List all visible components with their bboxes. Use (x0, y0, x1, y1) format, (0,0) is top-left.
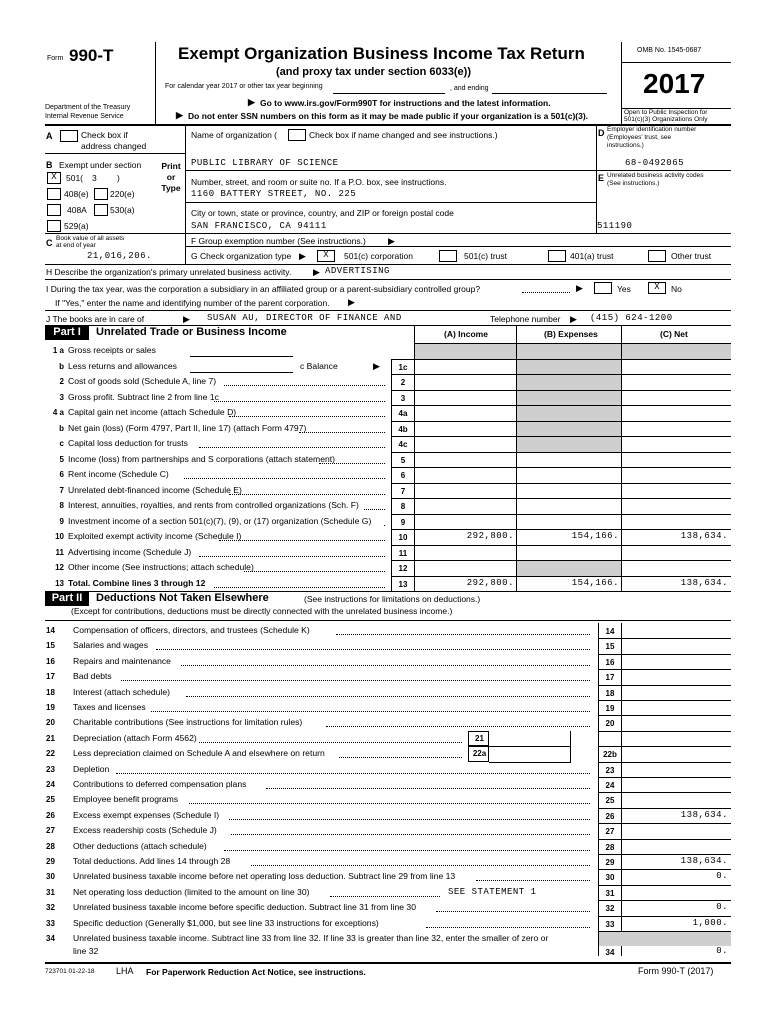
form-header (0, 0, 770, 125)
p1-line-number: c (59, 439, 64, 448)
p2-box-label: 27 (605, 827, 615, 837)
p2-line-number: 18 (46, 687, 55, 697)
ssn-arrow-icon: ▶ (176, 110, 183, 120)
p2-box-label: 24 (605, 781, 615, 790)
p2-line-number: 33 (46, 918, 55, 928)
p2-amount-value: 0. (716, 902, 728, 913)
p1-box-label: 2 (400, 378, 406, 387)
shaded-cell (599, 932, 731, 946)
p2-box-label: 28 (605, 842, 615, 852)
ein-value: 68-0492065 (625, 158, 685, 168)
p2-line-note: SEE STATEMENT 1 (448, 886, 537, 897)
checkbox-530a[interactable] (94, 204, 108, 216)
p2-amount-value: 0. (716, 946, 728, 956)
p2-line-number: 26 (46, 810, 55, 820)
shaded-cell (517, 422, 621, 437)
dept-treasury: Department of the Treasury (45, 104, 131, 111)
shaded-cell (517, 375, 621, 390)
checkbox-401a-trust[interactable] (548, 250, 566, 262)
checkbox-other-trust[interactable] (648, 250, 666, 262)
p1-line-label: Cost of goods sold (Schedule A, line 7) (68, 376, 217, 386)
p2-line-number: 31 (46, 887, 55, 897)
address-changed-text1: Check box if (81, 130, 128, 140)
city-value: SAN FRANCISCO, CA 94111 (191, 221, 327, 231)
p2-box-label: 25 (605, 796, 615, 806)
shaded-cell (622, 344, 731, 359)
label-no: No (671, 284, 682, 294)
name-changed-text: Check box if name changed and see instructions.) (309, 130, 498, 140)
print-word: Print (161, 161, 181, 171)
p2-line-number: 19 (46, 703, 55, 712)
p1-income-value: 292,800. (466, 577, 514, 588)
p1-box-label: 4c (398, 440, 408, 449)
label-408e: 408(e) (64, 189, 89, 199)
group-exemption-label: F Group exemption number (See instructions.) (191, 236, 366, 246)
line-i-text2: If "Yes," enter the name and identifying number of the parent corporation. (55, 298, 330, 308)
open-public-1: Open to Public Inspection for (624, 109, 708, 116)
checkbox-529a[interactable] (47, 220, 61, 232)
p2-line-label: Less depreciation claimed on Schedule A and elsewhere on return (73, 748, 325, 759)
part-2-subtitle: (Except for contributions, deductions must be directly connected with the unrelated business income.) (71, 606, 453, 616)
p2-line-label: Depletion (73, 763, 110, 774)
g-arrow-icon: ▶ (299, 251, 306, 261)
p1-line-number: 5 (59, 454, 64, 464)
p2-box-label: 32 (605, 904, 615, 914)
phone-arrow-icon: ▶ (570, 314, 577, 324)
p2-line-number: 25 (46, 795, 55, 805)
f-arrow-icon: ▶ (388, 236, 395, 246)
form-title: Exempt Organization Business Income Tax Return (178, 44, 585, 63)
p1-box-label: 6 (400, 471, 406, 480)
open-public-2: 501(c)(3) Organizations Only (624, 116, 708, 123)
exempt-under-section: Exempt under section (59, 160, 142, 170)
p2-line-number: 16 (46, 656, 55, 666)
label-other-trust: Other trust (671, 251, 712, 261)
label-501c-close: ) (117, 173, 120, 183)
part-1-badge: Part I (45, 326, 89, 340)
telephone-value: (415) 624-1200 (590, 313, 673, 323)
p1-line-number: 11 (55, 547, 64, 557)
street-label: Number, street, and room or suite no. If a P.O. box, see instructions. (191, 177, 447, 187)
line-e-label: E (598, 173, 605, 183)
p2-inner-box-label: 22a (472, 749, 487, 759)
p1-box-label: 11 (398, 548, 408, 558)
ein-label2: (Employees' trust, see (607, 134, 672, 141)
p1-line-label: Income (loss) from partnerships and S corporations (attach statement) (68, 453, 335, 464)
goto-arrow-icon: ▶ (248, 97, 255, 107)
balance-arrow-icon: ▶ (373, 360, 380, 371)
label-529a: 529(a) (64, 221, 89, 231)
p1-line-number: 4 a (52, 408, 64, 417)
line-j-text: J The books are in care of (46, 314, 145, 324)
p2-box-label: 23 (605, 765, 615, 775)
label-401a-trust: 401(a) trust (570, 251, 614, 261)
p2-line-label: Charitable contributions (See instructions for limitation rules) (73, 717, 303, 728)
j-arrow-icon: ▶ (183, 314, 190, 324)
p2-line-number: 21 (46, 733, 55, 743)
goto-instructions: Go to www.irs.gov/Form990T for instructions and the latest information. (260, 98, 551, 108)
shaded-cell (517, 344, 621, 359)
p1-line-number: b (59, 361, 64, 371)
p1-line-label: Less returns and allowances (68, 360, 177, 371)
p2-line-number: 29 (46, 857, 55, 866)
p2-line-label: Interest (attach schedule) (73, 686, 170, 697)
form-subtitle: (and proxy tax under section 6033(e)) (276, 66, 471, 78)
irs-label: Internal Revenue Service (45, 113, 124, 120)
value-501c-num: 3 (92, 173, 97, 183)
i2-arrow-icon: ▶ (348, 297, 355, 307)
p2-line-number: 22 (46, 749, 55, 759)
city-label: City or town, state or province, country, and ZIP or foreign postal code (191, 208, 454, 218)
checkbox-220e[interactable] (94, 188, 108, 200)
p1-net-value: 138,634. (680, 577, 728, 588)
p2-line-number: 30 (46, 872, 55, 882)
part-1-title: Unrelated Trade or Business Income (96, 326, 287, 338)
col-c-header: (C) Net (660, 329, 688, 339)
book-value-text1: Book value of all assets (56, 235, 125, 242)
p1-line-label: Total. Combine lines 3 through 12 (68, 577, 206, 588)
p1-line-number: 13 (55, 578, 64, 588)
shaded-cell (517, 561, 621, 576)
p1-line-number: 12 (55, 563, 64, 572)
p1-line-label: Rent income (Schedule C) (68, 469, 169, 479)
footer-code: 723701 01-22-18 (45, 968, 95, 975)
line-i-text: I During the tax year, was the corporation a subsidiary in an affiliated group or a parent-subsidiary controlled group? (46, 284, 481, 294)
p2-box-label: 17 (605, 673, 615, 683)
p2-line-label: Other deductions (attach schedule) (73, 840, 207, 851)
activity-codes-label2: (See instructions.) (607, 180, 660, 187)
p1-line-label: Interest, annuities, royalties, and rents from controlled organizations (Sch. F) (68, 500, 359, 510)
p2-box-label: 26 (605, 811, 615, 821)
balance-label: c Balance (300, 360, 338, 371)
street-value: 1160 BATTERY STREET, NO. 225 (191, 189, 357, 199)
p2-box-label: 33 (605, 919, 615, 929)
p2-line-number: 23 (46, 764, 55, 774)
p2-box-label: 29 (605, 858, 615, 867)
type-word: Type (161, 183, 181, 193)
p1-line-label: Gross profit. Subtract line 2 from line 1c (68, 391, 219, 402)
p2-line-number: 17 (46, 672, 55, 682)
p2-line-label: Specific deduction (Generally $1,000, but see line 33 instructions for exceptions) (73, 917, 379, 928)
shaded-cell (517, 437, 621, 452)
p1-line-label: Gross receipts or sales (68, 345, 156, 355)
part-2-title-note: (See instructions for limitations on deductions.) (304, 594, 481, 604)
p1-line-number: 10 (55, 532, 64, 541)
p1-box-label: 9 (400, 517, 406, 527)
checkbox-subsidiary-no[interactable]: X (648, 282, 666, 294)
checkbox-subsidiary-yes[interactable] (594, 282, 612, 294)
label-220e: 220(e) (110, 189, 135, 199)
label-501c-corp: 501(c) corporation (344, 251, 413, 261)
p1-box-label: 4a (398, 409, 408, 418)
p2-box-label: 34 (605, 948, 615, 957)
p2-line-label: Unrelated business taxable income before net operating loss deduction. Subtract line 29 from line 13 (73, 871, 456, 882)
p2-line-label: Net operating loss deduction (limited to the amount on line 30) (73, 886, 310, 897)
i-arrow-icon: ▶ (576, 283, 583, 293)
form-number: 990-T (69, 46, 114, 65)
p2-line-number: 32 (46, 903, 55, 913)
p2-box-label: 22b (603, 750, 617, 760)
footer-notice: For Paperwork Reduction Act Notice, see instructions. (146, 967, 366, 977)
p1-line-number: 1 a (52, 346, 64, 355)
ssn-warning: Do not enter SSN numbers on this form as it may be made public if your organization is a 501(c)(3). (188, 111, 589, 121)
p2-amount-value: 138,634. (680, 856, 728, 866)
p1-income-value: 292,800. (466, 531, 514, 541)
line-b-label: B (46, 160, 53, 170)
p2-box-label: 16 (605, 657, 615, 667)
p1-line-label: Unrelated debt-financed income (Schedule E) (68, 484, 242, 495)
p1-box-label: 13 (398, 579, 408, 589)
p1-line-label: Net gain (loss) (Form 4797, Part II, line 17) (attach Form 4797) (68, 422, 307, 433)
p2-box-label: 18 (605, 688, 615, 698)
p2-line-number: 14 (46, 626, 55, 635)
p1-net-value: 138,634. (680, 531, 728, 541)
check-org-type-label: G Check organization type (191, 251, 292, 261)
p1-line-number: 9 (59, 516, 64, 526)
line-j-value: SUSAN AU, DIRECTOR OF FINANCE AND (207, 313, 402, 323)
p2-line-label: Taxes and licenses (73, 702, 146, 712)
checkbox-501c-corp[interactable]: X (317, 250, 335, 262)
shaded-cell (517, 360, 621, 375)
p1-line-number: 3 (59, 392, 64, 402)
p2-box-label: 20 (605, 719, 615, 729)
org-name-value: PUBLIC LIBRARY OF SCIENCE (191, 158, 339, 168)
line-h-text: H Describe the organization's primary unrelated business activity. (46, 267, 292, 277)
p1-box-label: 12 (398, 564, 408, 573)
tax-year: 2017 (643, 68, 706, 99)
p2-line-label: Depreciation (attach Form 4562) (73, 732, 197, 743)
shaded-cell (517, 391, 621, 406)
p2-line-label: Compensation of officers, directors, and trustees (Schedule K) (73, 625, 310, 635)
org-name-label: Name of organization ( (191, 130, 277, 140)
p2-line-label-cont: line 32 (73, 946, 99, 956)
p2-line-label: Bad debts (73, 671, 112, 682)
h-arrow-icon: ▶ (313, 267, 320, 277)
checkbox-408e[interactable] (47, 188, 61, 200)
footer-lha: LHA (116, 966, 134, 976)
label-501c: 501( (66, 173, 84, 183)
p2-line-number: 28 (46, 841, 55, 851)
p1-box-label: 3 (400, 393, 406, 403)
p1-line-label: Capital gain net income (attach Schedule D) (68, 407, 237, 417)
p1-line-label: Capital loss deduction for trusts (68, 438, 188, 448)
p2-line-label: Unrelated business taxable income. Subtract line 33 from line 32. If line 33 is greater than line 32, enter the smaller of zero or (73, 933, 549, 943)
col-b-header: (B) Expenses (544, 329, 598, 339)
form-word: Form (47, 55, 64, 62)
p2-line-number: 15 (46, 641, 55, 651)
footer-form-ref: Form 990-T (2017) (638, 966, 714, 976)
p2-line-label: Repairs and maintenance (73, 655, 171, 666)
part-2-badge: Part II (45, 592, 89, 606)
p2-line-number: 24 (46, 780, 55, 789)
line-d-label: D (598, 128, 605, 138)
name-changed-checkbox[interactable] (288, 129, 306, 141)
p2-line-label: Contributions to deferred compensation plans (73, 779, 247, 789)
line-h-value: ADVERTISING (325, 266, 390, 276)
p1-box-label: 5 (400, 455, 406, 465)
p1-line-number: 6 (59, 470, 64, 479)
p2-box-label: 15 (605, 642, 615, 652)
omb-number: OMB No. 1545-0687 (637, 47, 702, 54)
p1-line-number: 7 (59, 485, 64, 495)
p2-line-label: Total deductions. Add lines 14 through 28 (73, 856, 231, 866)
telephone-label: Telephone number (490, 314, 561, 324)
p1-line-number: 2 (59, 377, 64, 386)
p2-amount-value: 138,634. (680, 809, 728, 820)
activity-codes-label1: Unrelated business activity codes (607, 172, 704, 179)
or-word: or (166, 172, 176, 182)
p1-box-label: 10 (398, 533, 408, 542)
label-408a: 408A (67, 205, 87, 215)
p1-box-label: 8 (400, 502, 406, 511)
line-a-label: A (46, 131, 53, 141)
checkbox-501c-trust[interactable] (439, 250, 457, 262)
shaded-cell (517, 406, 621, 421)
p1-expense-value: 154,166. (571, 577, 619, 588)
p2-line-label: Employee benefit programs (73, 794, 179, 805)
p2-box-label: 31 (605, 888, 615, 898)
p2-line-label: Excess exempt expenses (Schedule I) (73, 809, 220, 820)
line-c-label: C (46, 238, 53, 248)
book-value-text2: at end of year (56, 242, 96, 249)
label-530a: 530(a) (110, 205, 135, 215)
p2-line-number: 20 (46, 718, 55, 728)
calendar-year-line: For calendar year 2017 or other tax year beginning (165, 83, 323, 90)
address-changed-checkbox[interactable] (60, 130, 78, 142)
ein-label1: Employer identification number (607, 126, 697, 133)
p2-line-number: 34 (46, 934, 55, 943)
activity-code-value: 511190 (597, 221, 633, 231)
checkbox-501c[interactable]: X (47, 172, 61, 184)
ein-label3: instructions.) (607, 142, 644, 149)
p1-line-label: Advertising income (Schedule J) (68, 546, 192, 557)
label-yes: Yes (617, 284, 631, 294)
p2-amount-value: 0. (716, 871, 728, 882)
p2-amount-value: 1,000. (692, 917, 728, 928)
p2-line-label: Salaries and wages (73, 640, 149, 651)
p1-line-label: Investment income of a section 501(c)(7), (9), or (17) organization (Schedule G) (68, 515, 372, 526)
p2-inner-box-label: 21 (475, 733, 484, 743)
print-or-type (158, 161, 184, 194)
label-501c-trust: 501(c) trust (464, 251, 507, 261)
p1-line-number: b (59, 423, 64, 433)
book-value-amount: 21,016,206. (87, 251, 152, 261)
checkbox-408a[interactable] (47, 204, 61, 216)
entity-section (0, 125, 770, 285)
part-2-title: Deductions Not Taken Elsewhere (96, 592, 269, 604)
p2-line-label: Unrelated business taxable income before specific deduction. Subtract line 31 from line 30 (73, 902, 416, 913)
col-a-header: (A) Income (444, 329, 488, 339)
p2-box-label: 30 (605, 873, 615, 883)
p1-box-label: 1c (398, 362, 408, 372)
p1-line-number: 8 (59, 501, 64, 510)
p2-line-label: Excess readership costs (Schedule J) (73, 825, 217, 836)
and-ending-label: , and ending (450, 85, 489, 92)
p2-line-number: 27 (46, 826, 55, 836)
p1-box-label: 7 (400, 486, 406, 496)
p1-expense-value: 154,166. (571, 531, 619, 541)
p1-box-label: 4b (398, 424, 408, 434)
shaded-cell (415, 344, 516, 359)
p2-box-label: 14 (605, 627, 615, 636)
address-changed-text2: address changed (81, 141, 147, 151)
p2-box-label: 19 (605, 704, 615, 713)
p1-line-label: Exploited exempt activity income (Schedule I) (68, 531, 242, 541)
p1-line-label: Other income (See instructions; attach schedule) (68, 562, 254, 572)
